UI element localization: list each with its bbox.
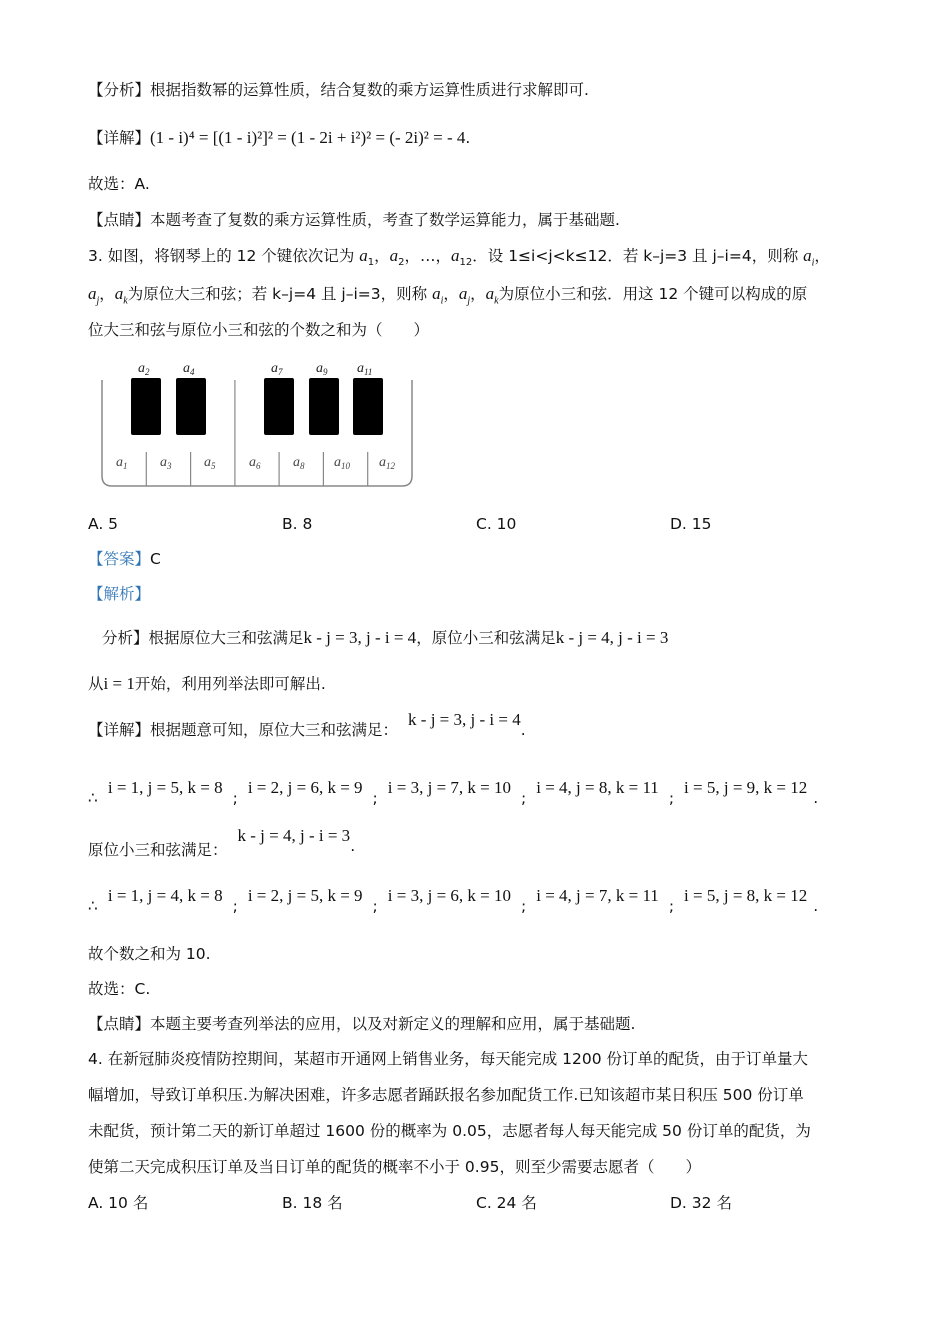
minor-chord-item: i = 5, j = 8, k = 12 [684,886,808,905]
major-chord-item: i = 2, j = 6, k = 9 [247,778,363,797]
label-a9: $a_9$ [316,361,328,377]
q4-option-d[interactable]: D. 32 名 [670,1194,732,1212]
comment-tag: 【点睛】 [88,1015,151,1033]
q3-option-b[interactable]: B. 8 [282,515,313,533]
minor-chord-item: i = 3, j = 6, k = 10 [387,886,511,905]
black-key-a7 [264,378,294,435]
q3-minor-line: 原位小三和弦满足：k - j = 4, j - i = 3. [88,826,356,859]
q3-comment [88,1012,635,1036]
major-chord-item: i = 4, j = 8, k = 11 [536,778,659,797]
major-chord-item: i = 3, j = 7, k = 10 [387,778,511,797]
analysis-tag: 【分析】 [88,81,151,99]
analysis-text: 开始，利用列举法即可解出. [134,675,326,693]
answer-value: C [150,550,161,568]
comment-tag: 【点睛】 [88,211,151,229]
piano-keyboard-figure [96,352,418,492]
black-key-a9 [309,378,339,435]
detail-tag: 【详解】 [88,721,151,739]
stem-text: 为原位小三和弦．用这 12 个键可以构成的原 [498,285,808,303]
minor-chord-list: ∴i = 1, j = 4, k = 8;i = 2, j = 5, k = 9;i = 3, j = 6, k = 10;i = 4, j = 7, k = 11;i = 5, j = 8, k = 12. [88,886,819,915]
stem-text: 为原位大三和弦；若 k–j=4 且 j–i=3，则称 [127,285,433,303]
q3-solution-tag: 【解析】 [88,585,151,603]
minor-chord-item: i = 1, j = 4, k = 8 [107,886,223,905]
label-a10: $a_{10}$ [334,455,350,471]
q3-stem-line3: 位大三和弦与原位小三和弦的个数之和为（ ） [88,321,430,339]
q3-stem-line1: 3. 如图，将钢琴上的 12 个键依次记为 $a_1$，$a_2$，…，$a_{12}$．设 1≤i<j<k≤12．若 k–j=3 且 j–i=4，则称 $a_i$， [88,246,830,269]
label-a6: $a_6$ [249,455,261,471]
label-a1: $a_1$ [116,455,128,471]
formula: k - j = 3, j - i = 4 [303,628,417,647]
formula: i = 1 [103,674,135,693]
formula: k - j = 3, j - i = 4 [408,710,521,729]
q4-stem-line4: 使第二天完成积压订单及当日订单的配货的概率不小于 0.95，则至少需要志愿者（ ） [88,1158,701,1176]
major-chord-item: i = 1, j = 5, k = 8 [107,778,223,797]
q3-stem-line2: $a_j$，$a_k$为原位大三和弦；若 k–j=4 且 j–i=3，则称 $a_i$，$a_j$，$a_k$为原位小三和弦．用这 12 个键可以构成的原 [88,284,808,307]
detail-tag: 【详解】 [88,129,151,147]
label-a4: $a_4$ [183,361,195,377]
label-a2: $a_2$ [138,361,150,377]
major-chord-list: ∴i = 1, j = 5, k = 8;i = 2, j = 6, k = 9;i = 3, j = 7, k = 10;i = 4, j = 8, k = 11;i = 5, j = 9, k = 12. [88,778,819,807]
formula: k - j = 4, j - i = 3 [237,826,351,845]
formula: k - j = 4, j - i = 3 [555,628,669,647]
q2-choice: 故选：A. [88,175,150,193]
analysis-text: 分析】根据原位大三和弦满足 [102,629,304,647]
q2-detail: 【详解】(1 - i)⁴ = [(1 - i)²]² = (1 - 2i + i²)² = (- 2i)² = - 4. [88,128,471,147]
question-number: 3. [88,247,103,265]
stem-text: ．设 1≤i<j<k≤12．若 k–j=3 且 j–i=4，则称 [472,247,804,265]
q2-comment [88,208,620,232]
therefore-symbol: ∴ [88,789,98,807]
q4-stem-line1 [88,1047,808,1071]
q3-option-c[interactable]: C. 10 [476,515,517,533]
detail-text: 根据题意可知，原位大三和弦满足： [150,721,399,739]
black-key-a11 [353,378,383,435]
q2-analysis [88,78,589,102]
q4-option-b[interactable]: B. 18 名 [282,1194,343,1212]
minor-text: 原位小三和弦满足： [88,841,228,859]
comment-text: 本题主要考查列举法的应用，以及对新定义的理解和应用，属于基础题. [150,1015,636,1033]
comment-text: 本题考查了复数的乘方运算性质，考查了数学运算能力，属于基础题. [150,211,620,229]
q3-detail-line: 【详解】根据题意可知，原位大三和弦满足：k - j = 3, j - i = 4. [88,710,526,739]
q3-option-a[interactable]: A. 5 [88,515,119,533]
q3-sum: 故个数之和为 10. [88,945,211,963]
black-key-a2 [131,378,161,435]
analysis-text: ，原位小三和弦满足 [416,629,556,647]
label-a7: $a_7$ [271,361,283,377]
detail-formula: (1 - i)⁴ = [(1 - i)²]² = (1 - 2i + i²)² = (- 2i)² = - 4 [150,128,466,147]
answer-tag: 【答案】 [88,550,151,568]
therefore-symbol: ∴ [88,897,98,915]
q4-option-c[interactable]: C. 24 名 [476,1194,537,1212]
q3-choice: 故选：C. [88,980,151,998]
q4-stem-line3: 未配货，预计第二天的新订单超过 1600 份的概率为 0.05，志愿者每人每天能完成 50 份订单的配货，为 [88,1122,811,1140]
q3-answer [88,547,161,571]
label-a8: $a_8$ [293,455,305,471]
label-a12: $a_{12}$ [379,455,395,471]
stem-text: 如图，将钢琴上的 12 个键依次记为 [107,247,360,265]
q3-option-d[interactable]: D. 15 [670,515,712,533]
q3-analysis-line1 [102,626,668,650]
black-key-a4 [176,378,206,435]
q3-analysis-line2 [88,672,326,696]
label-a3: $a_3$ [160,455,172,471]
analysis-text: 根据指数幂的运算性质，结合复数的乘方运算性质进行求解即可. [150,81,589,99]
q4-stem-line2: 幅增加，导致订单积压.为解决困难，许多志愿者踊跃报名参加配货工作.已知该超市某日积压 500 份订单 [88,1086,804,1104]
q4-option-a[interactable]: A. 10 名 [88,1194,149,1212]
stem-text: 在新冠肺炎疫情防控期间，某超市开通网上销售业务，每天能完成 1200 份订单的配货，由于订单量大 [107,1050,809,1068]
label-a5: $a_5$ [204,455,216,471]
major-chord-item: i = 5, j = 9, k = 12 [684,778,808,797]
label-a11: $a_{11}$ [357,361,373,377]
analysis-text: 从 [88,675,104,693]
minor-chord-item: i = 2, j = 5, k = 9 [247,886,363,905]
question-number: 4. [88,1050,103,1068]
minor-chord-item: i = 4, j = 7, k = 11 [536,886,659,905]
